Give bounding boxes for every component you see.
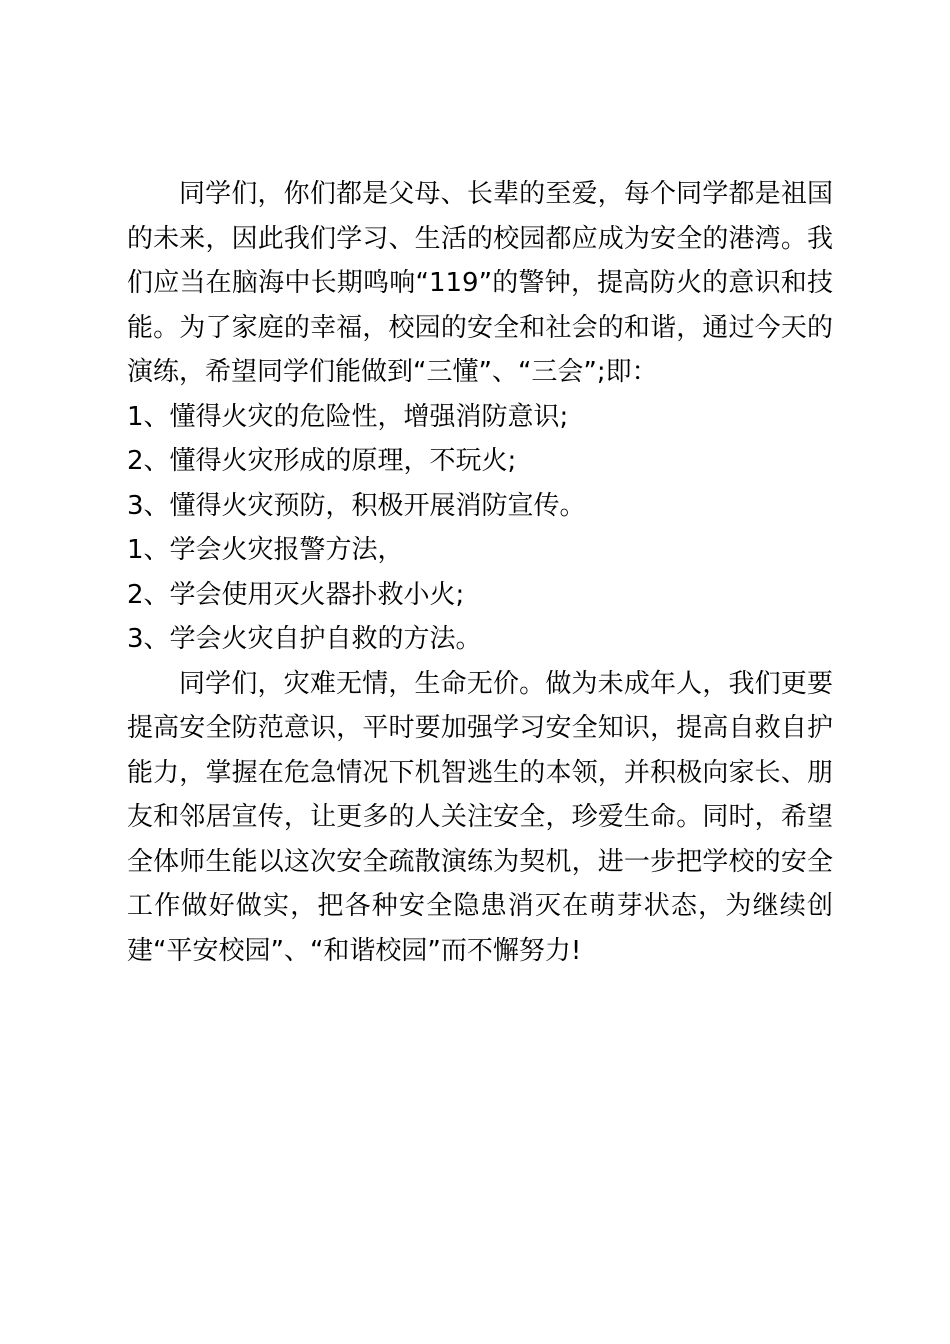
skill-item-3: 3、学会火灾自护自救的方法。 — [127, 624, 482, 654]
understand-item-2: 2、懂得火灾形成的原理，不玩火; — [127, 446, 517, 476]
intro-paragraph: 同学们，你们都是父母、长辈的至爱，每个同学都是祖国的未来，因此我们学习、生活的校园都应成为安全的港湾。我们应当在脑海中长期鸣响“119”的警钟，提高防火的意识和技能。为了家庭的幸福，校园的安全和社会的和谐，通过今天的演练，希望同学们能做到“三懂”、“三会”;即： — [127, 179, 833, 387]
skill-item-1: 1、学会火灾报警方法， — [127, 535, 404, 565]
document-body — [127, 172, 833, 973]
closing-paragraph: 同学们，灾难无情，生命无价。做为未成年人，我们更要提高安全防范意识，平时要加强学习安全知识，提高自救自护能力，掌握在危急情况下机智逃生的本领，并积极向家长、朋友和邻居宣传，让更多的人关注安全，珍爱生命。同时，希望全体师生能以这次安全疏散演练为契机，进一步把学校的安全工作做好做实，把各种安全隐患消灭在萌芽状态，为继续创建“平安校园”、“和谐校园”而不懈努力! — [127, 668, 833, 966]
skill-item-2: 2、学会使用灭火器扑救小火; — [127, 579, 465, 610]
understand-item-1: 1、懂得火灾的危险性，增强消防意识; — [127, 401, 569, 432]
understand-item-3: 3、懂得火灾预防，积极开展消防宣传。 — [127, 490, 586, 521]
